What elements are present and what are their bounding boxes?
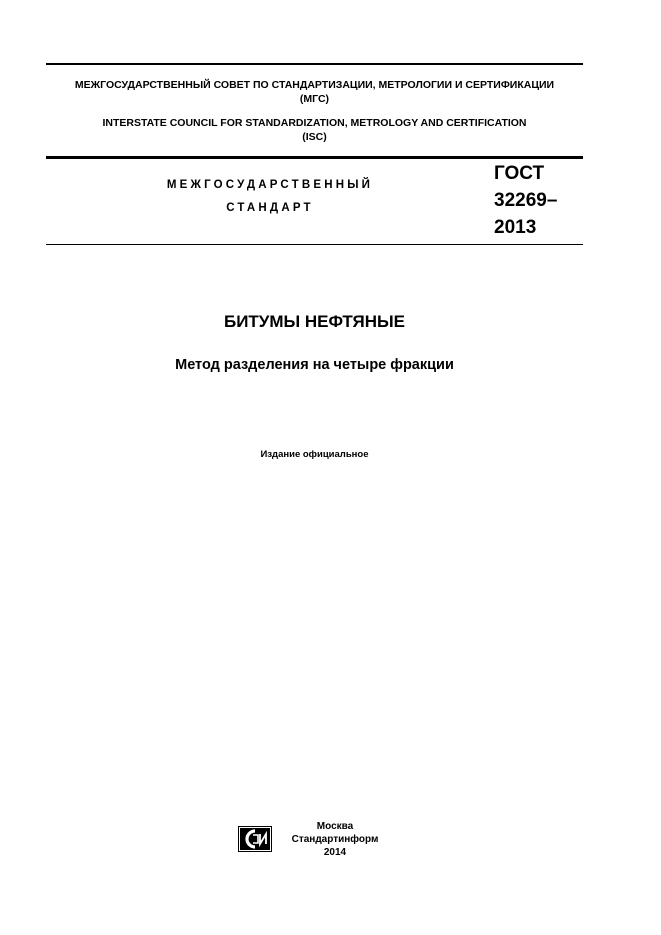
standartinform-logo-icon bbox=[238, 826, 272, 852]
edition-note: Издание официальное bbox=[260, 449, 369, 460]
middle-rule bbox=[46, 156, 583, 159]
document-subtitle: Метод разделения на четыре фракции bbox=[175, 357, 454, 373]
gost-prefix: ГОСТ bbox=[494, 163, 545, 184]
gost-number bbox=[494, 160, 584, 241]
council-ru-name: МЕЖГОСУДАРСТВЕННЫЙ СОВЕТ ПО СТАНДАРТИЗАЦИИ, МЕТРОЛОГИИ И СЕРТИФИКАЦИИ bbox=[74, 79, 555, 91]
publisher-block bbox=[280, 820, 390, 859]
publisher-year: 2014 bbox=[323, 847, 347, 858]
council-ru-block bbox=[46, 78, 583, 106]
council-en-name: INTERSTATE COUNCIL FOR STANDARDIZATION, METROLOGY AND CERTIFICATION bbox=[102, 117, 527, 129]
publisher-name: Стандартинформ bbox=[291, 834, 379, 845]
council-en-abbr: (ISC) bbox=[302, 131, 327, 143]
gost-year: 2013 bbox=[494, 217, 537, 238]
bottom-rule bbox=[46, 244, 583, 245]
document-title: БИТУМЫ НЕФТЯНЫЕ bbox=[223, 312, 406, 331]
gost-code: 32269– bbox=[494, 190, 558, 211]
top-rule bbox=[46, 63, 583, 65]
council-ru-abbr: (МГС) bbox=[299, 93, 330, 105]
council-en-block bbox=[46, 116, 583, 144]
standard-label-line1: МЕЖГОСУДАРСТВЕННЫЙ bbox=[166, 179, 374, 191]
standard-label-line2: СТАНДАРТ bbox=[226, 202, 314, 214]
publisher-city: Москва bbox=[316, 821, 354, 832]
